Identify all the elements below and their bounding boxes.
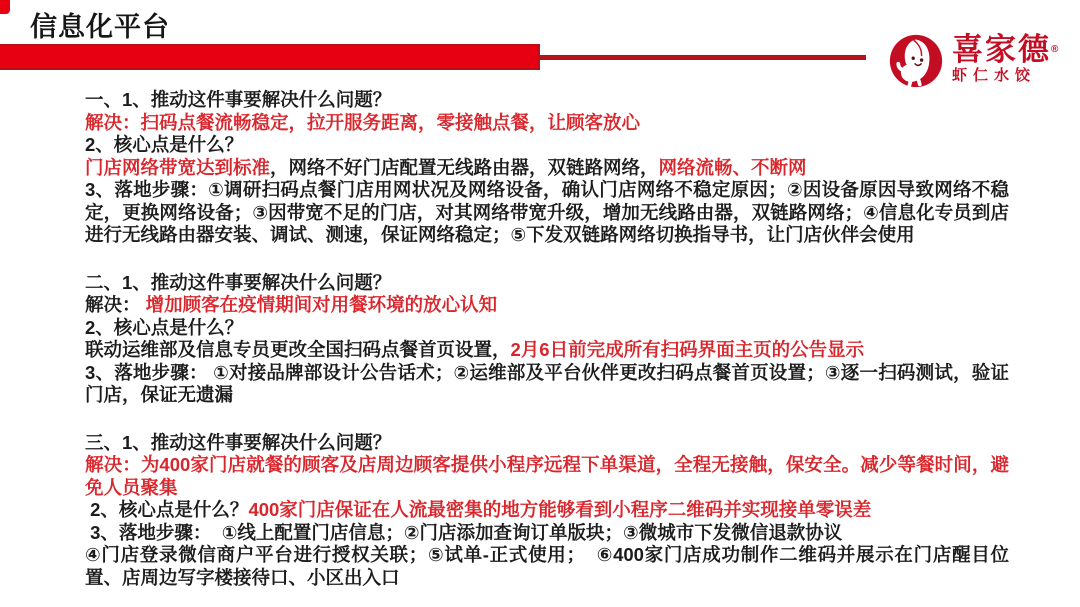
paragraph bbox=[85, 522, 1009, 545]
paragraph bbox=[85, 272, 1009, 295]
brand-subtitle: 虾仁水饺 bbox=[952, 67, 1037, 84]
paragraph bbox=[85, 432, 1009, 455]
paragraph bbox=[85, 454, 1009, 499]
text-run: 3、落地步骤：①调研扫码点餐门店用网状况及网络设备，确认门店网络不稳定原因；②因设备原因导致网络不稳定，更换网络设备；③因带宽不足的门店，对其网络带宽升级，增加无线路由器，双链路网络；④信息化专员到店进行无线路由器安装、调试、测速，保证网络稳定；⑤下发双链路网络切换指导书，让门店伙伴会使用 bbox=[85, 179, 1009, 245]
text-run: 解决：扫码点餐流畅稳定，拉开服务距离，零接触点餐，让顾客放心 bbox=[85, 111, 641, 133]
paragraph bbox=[85, 294, 1009, 317]
paragraph bbox=[85, 544, 1009, 589]
page-title: 信息化平台 bbox=[30, 12, 170, 42]
text-run: 一、1、推动这件事要解决什么问题？ bbox=[85, 89, 392, 110]
paragraph bbox=[85, 157, 1009, 180]
section-2 bbox=[85, 272, 1009, 407]
text-run: 联动运维部及信息专员更改全国扫码点餐首页设置， bbox=[85, 339, 511, 360]
text-run: ，网络不好门店配置无线路由器，双链路网络， bbox=[270, 156, 659, 178]
brand-name-text: 喜家德 bbox=[952, 32, 1051, 67]
text-run: ④门店登录微信商户平台进行授权关联；⑤试单-正式使用； ⑥400家门店成功制作二维码并展示在门店醒目位置、店周边写字楼接待口、小区出入口 bbox=[85, 544, 1009, 588]
header-red-bar bbox=[0, 44, 540, 70]
dumpling-mascot-icon bbox=[888, 33, 944, 89]
paragraph bbox=[85, 499, 1009, 522]
corner-accent-mark bbox=[0, 0, 10, 14]
paragraph bbox=[85, 89, 1009, 112]
section-3 bbox=[85, 432, 1009, 590]
text-run: 解决：为400家门店就餐的顾客及店周边顾客提供小程序远程下单渠道，全程无接触，保安全。减少等餐时间，避免人员聚集 bbox=[85, 454, 1009, 498]
paragraph bbox=[85, 339, 1009, 362]
header-red-line bbox=[540, 55, 866, 60]
text-run: 3、落地步骤： ①线上配置门店信息；②门店添加查询订单版块；③微城市下发微信退款协议 bbox=[85, 521, 843, 543]
text-run: 3、落地步骤： ①对接品牌部设计公告话术；②运维部及平台伙伴更改扫码点餐首页设置；③逐一扫码测试，验证门店，保证无遗漏 bbox=[85, 361, 1009, 405]
paragraph bbox=[85, 134, 1009, 157]
brand-logo bbox=[888, 33, 1060, 89]
text-run: 2、核心点是什么？ bbox=[85, 316, 244, 338]
paragraph bbox=[85, 317, 1009, 340]
paragraph bbox=[85, 112, 1009, 135]
brand-name bbox=[952, 32, 1061, 67]
text-run: 400家门店保证在人流最密集的地方能够看到小程序二维码并实现接单零误差 bbox=[248, 499, 872, 520]
text-run: 2月6日前完成所有扫码界面主页的公告显示 bbox=[510, 339, 865, 360]
text-run: 门店网络带宽达到标准 bbox=[85, 156, 271, 178]
text-run: 2、核心点是什么？ bbox=[85, 499, 249, 520]
text-run: 2、核心点是什么？ bbox=[85, 134, 244, 155]
text-run: 网络流畅、不断网 bbox=[658, 156, 807, 178]
slide-body-text bbox=[85, 89, 1009, 589]
brand-logo-text bbox=[952, 33, 1060, 85]
text-run: 解决： bbox=[85, 294, 146, 315]
paragraph bbox=[85, 362, 1009, 407]
section-1 bbox=[85, 89, 1009, 247]
paragraph bbox=[85, 179, 1009, 247]
text-run: 增加顾客在疫情期间对用餐环境的放心认知 bbox=[145, 294, 498, 315]
text-run: 二、1、推动这件事要解决什么问题？ bbox=[85, 271, 392, 293]
registered-mark: ® bbox=[1051, 44, 1061, 55]
text-run: 三、1、推动这件事要解决什么问题？ bbox=[85, 431, 392, 453]
